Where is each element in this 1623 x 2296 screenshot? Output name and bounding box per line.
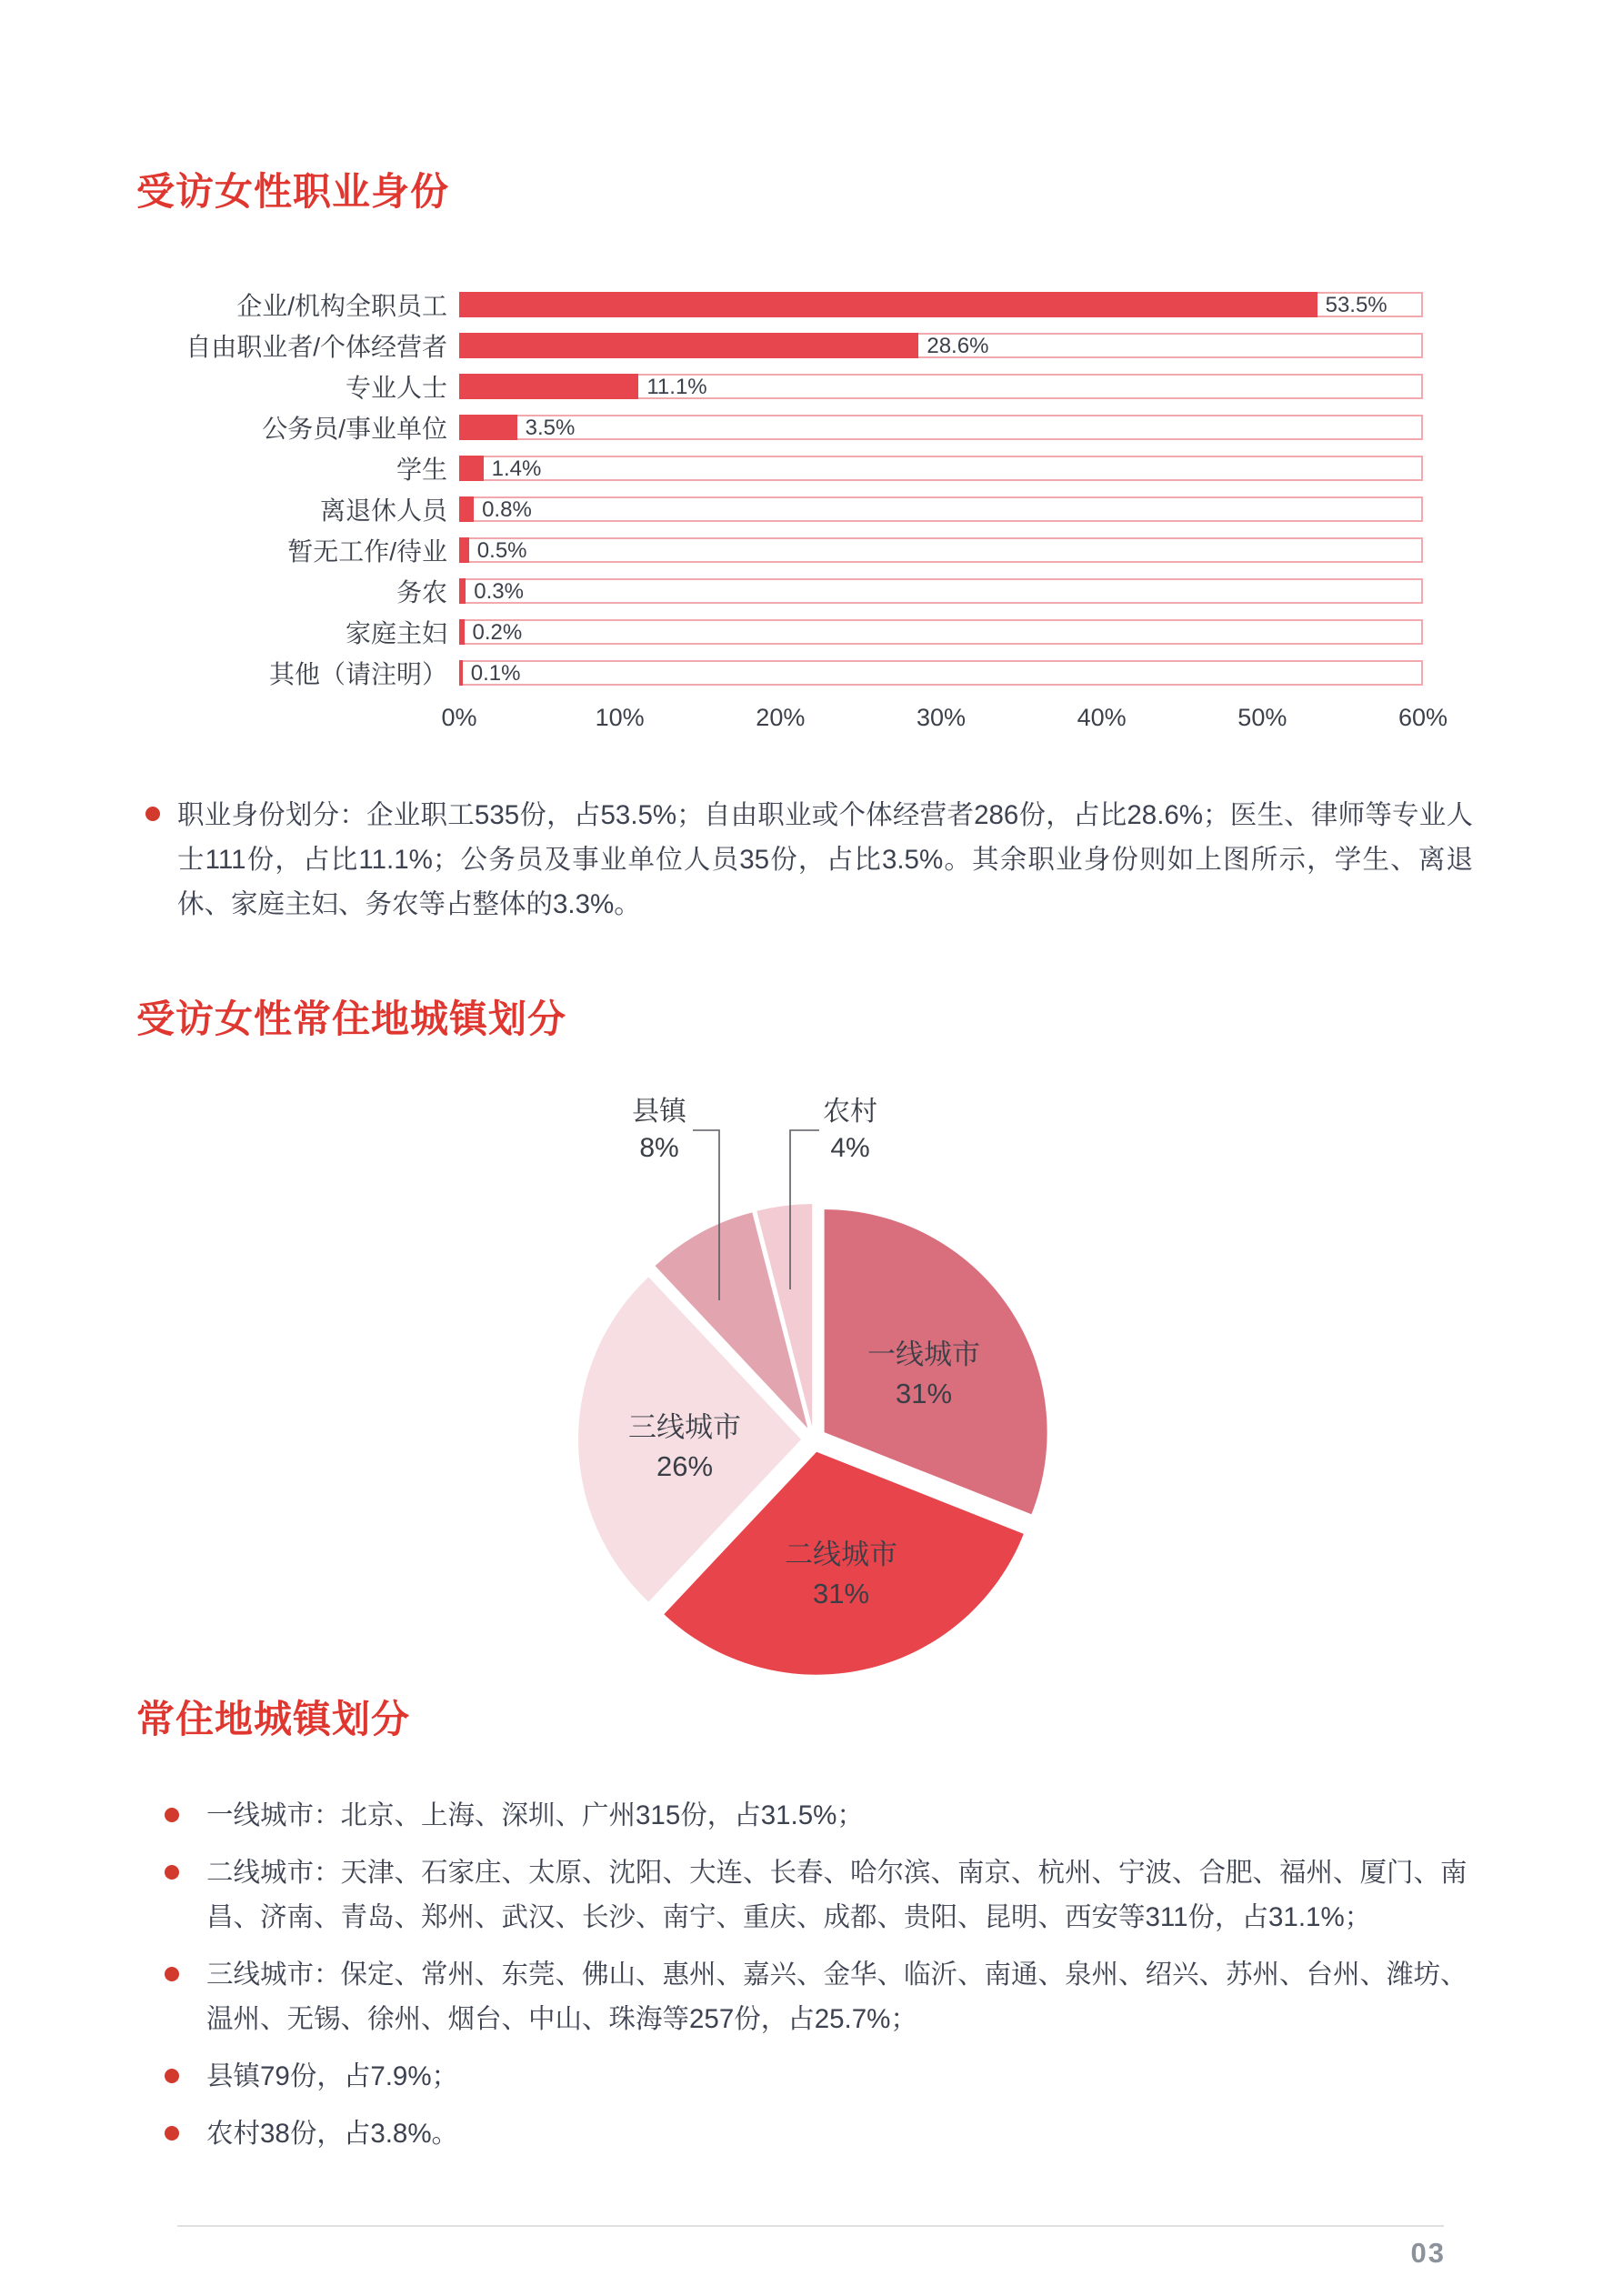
bar-fill [459,496,474,522]
list-item [136,1793,1500,1838]
bar-value-label: 0.2% [472,619,523,645]
bar-fill [459,660,463,686]
bullet-text: 二线城市：天津、石家庄、太原、沈阳、大连、长春、哈尔滨、南京、杭州、宁波、合肥、福州、厦门、南昌、济南、青岛、郑州、武汉、长沙、南宁、重庆、成都、贵阳、昆明、西安等311份，占31.1%； [206,1858,1468,1932]
list-item [136,1952,1500,2041]
bar-row [136,366,1478,406]
bar-category-label: 其他（请注明） [268,659,447,688]
bullet-dot-icon [145,807,160,821]
x-axis-tick: 10% [595,704,645,731]
bar-category-label: 企业/机构全职员工 [236,291,447,320]
bar-fill [459,537,469,563]
bar-category-label: 暂无工作/待业 [287,536,447,566]
x-axis-tick: 60% [1398,704,1448,731]
bullet-dot-icon [165,1865,179,1880]
bar-fill [459,578,466,604]
bar-row [136,529,1478,570]
section2-title: 受访女性常住地城镇划分 [136,998,567,1040]
bar-row [136,284,1478,325]
bullet-text: 三线城市：保定、常州、东莞、佛山、惠州、嘉兴、金华、临沂、南通、泉州、绍兴、苏州、台州、潍坊、温州、无锡、徐州、烟台、中山、珠海等257份，占25.7%； [206,1960,1468,2034]
bar-row [136,325,1478,366]
x-axis-tick: 40% [1077,704,1127,731]
bar-value-label: 53.5% [1325,292,1388,317]
pie-label-county-name: 县镇 [632,1097,686,1127]
bar-row [136,447,1478,488]
pie-label-tier1-name: 一线城市 [867,1338,980,1370]
bar-row [136,488,1478,529]
pie-label-tier2-name: 二线城市 [785,1539,897,1570]
bar-value-label: 0.3% [474,578,524,604]
pie-label-county [586,1094,732,1167]
bar-fill [459,415,517,440]
bar-value-label: 11.1% [646,374,707,399]
list-item [136,2054,1500,2099]
bullet-text: 县镇79份，占7.9%； [206,2061,459,2091]
bar-fill [459,333,918,358]
bar-value-label: 0.8% [482,496,532,522]
pie-label-tier3-name: 三线城市 [628,1411,741,1443]
bar-category-label: 离退休人员 [319,496,447,525]
bar-value-label: 1.4% [491,456,542,481]
footer-divider [177,2225,1444,2227]
pie-svg [546,1082,1091,1700]
bar-category-label: 学生 [396,455,447,484]
bar-x-axis [136,704,1478,740]
bar-track [459,333,1423,358]
bullet-dot-icon [165,1967,179,1981]
pie-label-tier1-pct: 31% [895,1378,953,1409]
section3-title: 常住地城镇划分 [136,1698,411,1740]
note-text: 职业身份划分：企业职工535份，占53.5%；自由职业或个体经营者286份，占比28.6%；医生、律师等专业人士111份，占比11.1%；公务员及事业单位人员35份，占比3.5%。其余职业身份则如上图所示，学生、离退休、家庭主妇、务农等占整体的3.3%。 [177,800,1473,919]
section1-title: 受访女性职业身份 [136,170,450,213]
bar-track [459,537,1423,563]
pie-label-rural-pct: 4% [830,1133,870,1163]
bar-category-label: 专业人士 [345,373,447,402]
bar-fill [459,456,484,481]
section1-note [136,793,1473,927]
pie-label-tier2-pct: 31% [812,1578,870,1609]
bar-track [459,292,1423,317]
bar-value-label: 28.6% [927,333,989,358]
pie-label-rural-name: 农村 [823,1097,877,1127]
bar-fill [459,292,1317,317]
pie-label-tier3-pct: 26% [656,1450,714,1482]
bar-row [136,570,1478,611]
bar-track [459,578,1423,604]
bar-track [459,619,1423,645]
residence-bullet-list [136,1793,1500,2156]
occupation-bar-chart [136,284,1478,738]
bullet-text: 一线城市：北京、上海、深圳、广州315份，占31.5%； [206,1800,864,1830]
bar-row [136,406,1478,447]
bar-row [136,652,1478,693]
bar-category-label: 公务员/事业单位 [262,414,447,443]
bullet-dot-icon [165,2069,179,2083]
bar-category-label: 家庭主妇 [345,618,447,647]
x-axis-tick: 30% [916,704,967,731]
bar-row [136,611,1478,652]
pie-label-rural [777,1094,923,1167]
bar-category-label: 务农 [396,577,447,607]
page-number: 03 [1410,2237,1446,2269]
x-axis-tick: 0% [441,704,477,731]
bar-track [459,374,1423,399]
bullet-dot-icon [165,1808,179,1822]
bar-value-label: 3.5% [525,415,576,440]
bar-track [459,660,1423,686]
bar-fill [459,619,465,645]
bar-fill [459,374,638,399]
bar-value-label: 0.5% [476,537,527,563]
bar-value-label: 0.1% [470,660,521,686]
bullet-text: 农村38份，占3.8%。 [206,2119,459,2149]
x-axis-tick: 50% [1237,704,1287,731]
bar-rows [136,284,1478,693]
bar-track [459,456,1423,481]
x-axis-tick: 20% [756,704,806,731]
bar-category-label: 自由职业者/个体经营者 [185,332,447,361]
list-item [136,2111,1500,2156]
bullet-dot-icon [165,2126,179,2141]
pie-label-county-pct: 8% [639,1133,679,1163]
bar-track [459,415,1423,440]
bar-track [459,496,1423,522]
list-item [136,1850,1500,1940]
